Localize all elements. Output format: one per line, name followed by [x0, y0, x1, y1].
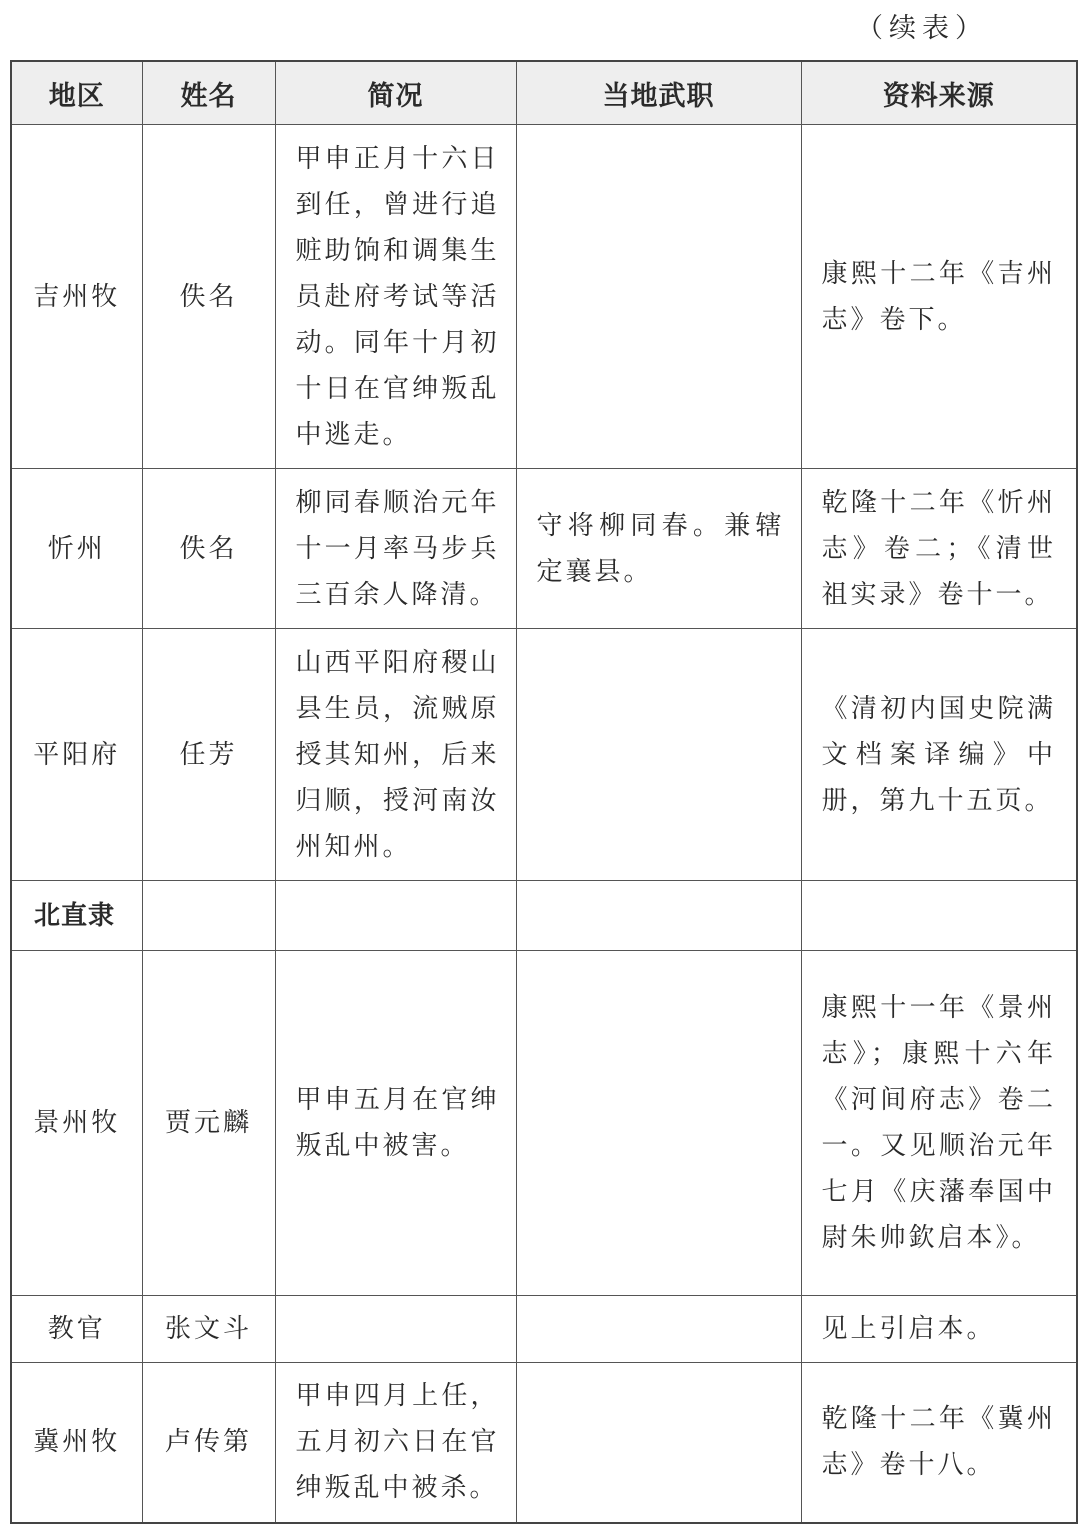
- header-source: 资料来源: [801, 61, 1077, 125]
- header-name: 姓名: [142, 61, 275, 125]
- cell-name: 贾元麟: [142, 951, 275, 1296]
- section-row: [11, 881, 1077, 951]
- cell-source: 乾隆十二年《忻州志》卷二；《清世祖实录》卷十一。: [801, 469, 1077, 629]
- cell-empty: [801, 881, 1077, 951]
- cell-name: 佚名: [142, 125, 275, 469]
- table-row: [11, 629, 1077, 881]
- cell-name: 任芳: [142, 629, 275, 881]
- cell-name: 卢传第: [142, 1363, 275, 1523]
- continued-table-label: （续表）: [856, 13, 988, 44]
- cell-empty: [516, 881, 801, 951]
- cell-summary: [275, 1296, 516, 1363]
- cell-military: [516, 629, 801, 881]
- cell-region: 忻州: [11, 469, 142, 629]
- cell-region: 景州牧: [11, 951, 142, 1296]
- cell-region: 吉州牧: [11, 125, 142, 469]
- table-row: [11, 951, 1077, 1296]
- cell-military: [516, 1296, 801, 1363]
- cell-military: [516, 125, 801, 469]
- cell-empty: [142, 881, 275, 951]
- cell-summary: 山西平阳府稷山县生员，流贼原授其知州，后来归顺，授河南汝州知州。: [275, 629, 516, 881]
- cell-summary: 甲申正月十六日到任，曾进行追赃助饷和调集生员赴府考试等活动。同年十月初十日在官绅叛乱中逃走。: [275, 125, 516, 469]
- header-region: 地区: [11, 61, 142, 125]
- cell-name: 张文斗: [142, 1296, 275, 1363]
- cell-name: 佚名: [142, 469, 275, 629]
- officials-table: [10, 60, 1078, 1524]
- header-summary: 简况: [275, 61, 516, 125]
- cell-source: 康熙十二年《吉州志》卷下。: [801, 125, 1077, 469]
- cell-source: 见上引启本。: [801, 1296, 1077, 1363]
- table-row: [11, 1296, 1077, 1363]
- cell-summary: 甲申四月上任，五月初六日在官绅叛乱中被杀。: [275, 1363, 516, 1523]
- table-row: [11, 1363, 1077, 1523]
- header-military: 当地武职: [516, 61, 801, 125]
- cell-summary: 柳同春顺治元年十一月率马步兵三百余人降清。: [275, 469, 516, 629]
- cell-empty: [275, 881, 516, 951]
- cell-summary: 甲申五月在官绅叛乱中被害。: [275, 951, 516, 1296]
- cell-region: 平阳府: [11, 629, 142, 881]
- cell-military: 守将柳同春。兼辖定襄县。: [516, 469, 801, 629]
- cell-military: [516, 951, 801, 1296]
- table-header-row: [11, 61, 1077, 125]
- table-row: [11, 469, 1077, 629]
- cell-source: 《清初内国史院满文档案译编》中册，第九十五页。: [801, 629, 1077, 881]
- cell-source: 康熙十一年《景州志》；康熙十六年《河间府志》卷二一。又见顺治元年七月《庆藩奉国中尉朱帅欽启本》。: [801, 951, 1077, 1296]
- cell-military: [516, 1363, 801, 1523]
- cell-source: 乾隆十二年《冀州志》卷十八。: [801, 1363, 1077, 1523]
- cell-region: 教官: [11, 1296, 142, 1363]
- table-row: [11, 125, 1077, 469]
- cell-region: 冀州牧: [11, 1363, 142, 1523]
- section-label: 北直隶: [11, 881, 142, 951]
